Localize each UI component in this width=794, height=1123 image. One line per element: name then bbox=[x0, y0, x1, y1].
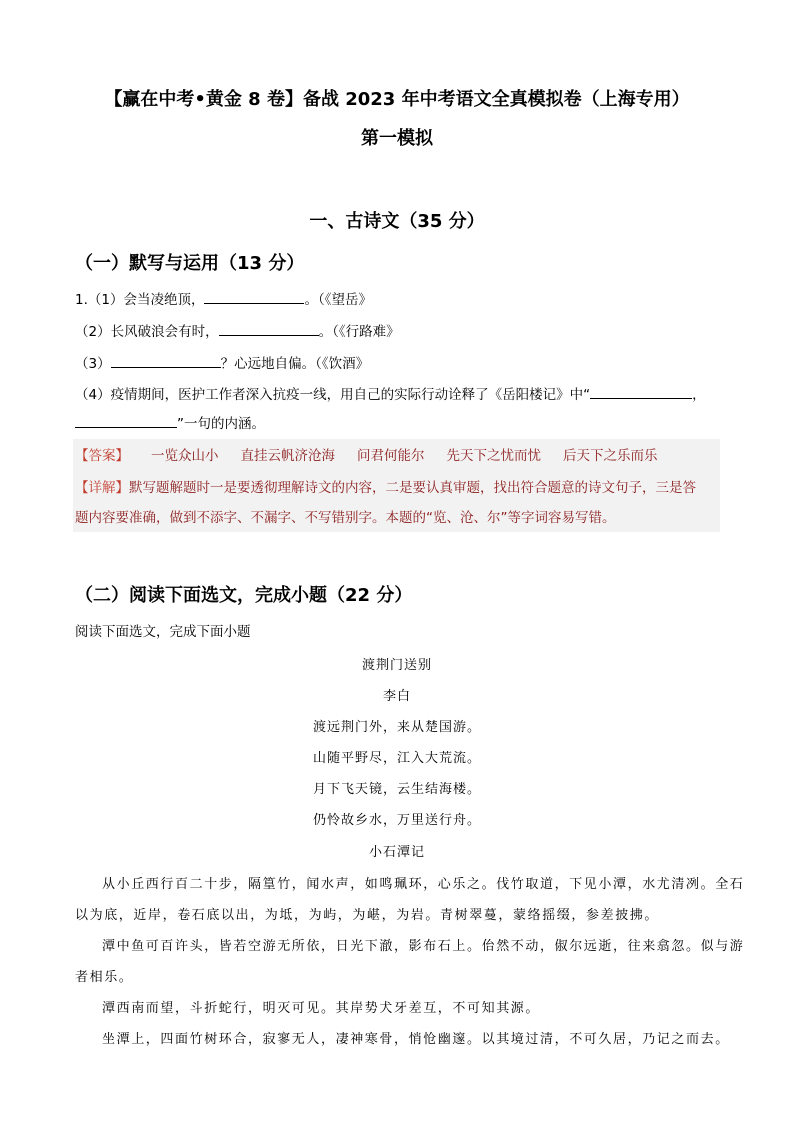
detail-tag: 【详解】 bbox=[75, 480, 129, 496]
prose-line: 潭西南而望，斗折蛇行，明灭可见。其岸势犬牙差互，不可知其源。 bbox=[102, 1001, 541, 1016]
prose-line: 潭中鱼可百许头，皆若空游无所依，日光下澈，影布石上。佁然不动，俶尔远逝，往来翕忽。似与游 bbox=[102, 939, 745, 954]
answer-item: 后天下之乐而乐 bbox=[563, 448, 658, 464]
answer-item: 一览众山小 bbox=[151, 448, 219, 464]
prose-line: 坐潭上，四面竹树环合，寂寥无人，凄神寒骨，悄怆幽邃。以其境过清，不可久居，乃记之而去。 bbox=[102, 1032, 730, 1047]
question-line-3: （3） ？心远地自偏。（《饮酒》 bbox=[75, 353, 369, 374]
part2-heading: （二）阅读下面选文，完成小题（22 分） bbox=[75, 585, 413, 606]
document-title: 【赢在中考•黄金 8 卷】备战 2023 年中考语文全真模拟卷（上海专用） bbox=[104, 89, 690, 110]
section-heading: 一、古诗文（35 分） bbox=[309, 211, 485, 232]
prose-line: 者相乐。 bbox=[75, 970, 134, 985]
poem-line: 渡远荆门外，来从楚国游。 bbox=[312, 720, 481, 735]
poem-line: 仍怜故乡水，万里送行舟。 bbox=[312, 813, 481, 828]
poem-line: 山随平野尽，江入大荒流。 bbox=[312, 751, 481, 766]
prose-line: 以为底，近岸，卷石底以出，为坻，为屿，为嵁，为岩。青树翠蔓，蒙络摇缀，参差披拂。 bbox=[75, 908, 660, 923]
answer-blank[interactable] bbox=[590, 384, 692, 399]
document-subtitle: 第一模拟 bbox=[361, 128, 433, 149]
poem-title: 渡荆门送别 bbox=[361, 658, 432, 673]
prose-line: 从小丘西行百二十步，隔篁竹，闻水声，如鸣珮环，心乐之。伐竹取道，下见小潭，水尤清冽。全石 bbox=[102, 877, 745, 892]
question-line-1: 1.（1）会当凌绝顶， 。（《望岳》 bbox=[75, 289, 372, 310]
answer-blank[interactable] bbox=[111, 353, 221, 368]
answer-blank[interactable] bbox=[219, 321, 319, 336]
question-line-2: （2）长风破浪会有时， 。（《行路难》 bbox=[75, 321, 400, 342]
answer-blank[interactable] bbox=[75, 413, 177, 428]
poem-author: 李白 bbox=[382, 689, 411, 704]
question-line-4: （4）疫情期间，医护工作者深入抗疫一线，用自己的实际行动诠释了《岳阳楼记》中“ ， bbox=[75, 384, 706, 405]
detail-line-1: 【详解】默写题解题时一是要透彻理解诗文的内容，二是要认真审题，找出符合题意的诗文句子，三是答 bbox=[75, 480, 696, 496]
answer-item: 问君何能尔 bbox=[357, 448, 425, 464]
detail-line-2: 题内容要准确，做到不添字、不漏字、不写错别字。本题的“览、沧、尔”等字词容易写错。 bbox=[75, 510, 616, 526]
answer-blank[interactable] bbox=[204, 289, 304, 304]
poem-line: 月下飞天镜，云生结海楼。 bbox=[312, 782, 481, 797]
prose-title: 小石潭记 bbox=[368, 845, 425, 860]
question-line-5: ”一句的内涵。 bbox=[75, 413, 265, 434]
answer-line bbox=[75, 446, 658, 466]
answer-item: 先天下之忧而忧 bbox=[446, 448, 541, 464]
part1-heading: （一）默写与运用（13 分） bbox=[75, 253, 305, 274]
part2-intro: 阅读下面选文，完成下面小题 bbox=[75, 624, 251, 640]
answer-tag: 【答案】 bbox=[75, 448, 129, 464]
answer-item: 直挂云帆济沧海 bbox=[240, 448, 335, 464]
